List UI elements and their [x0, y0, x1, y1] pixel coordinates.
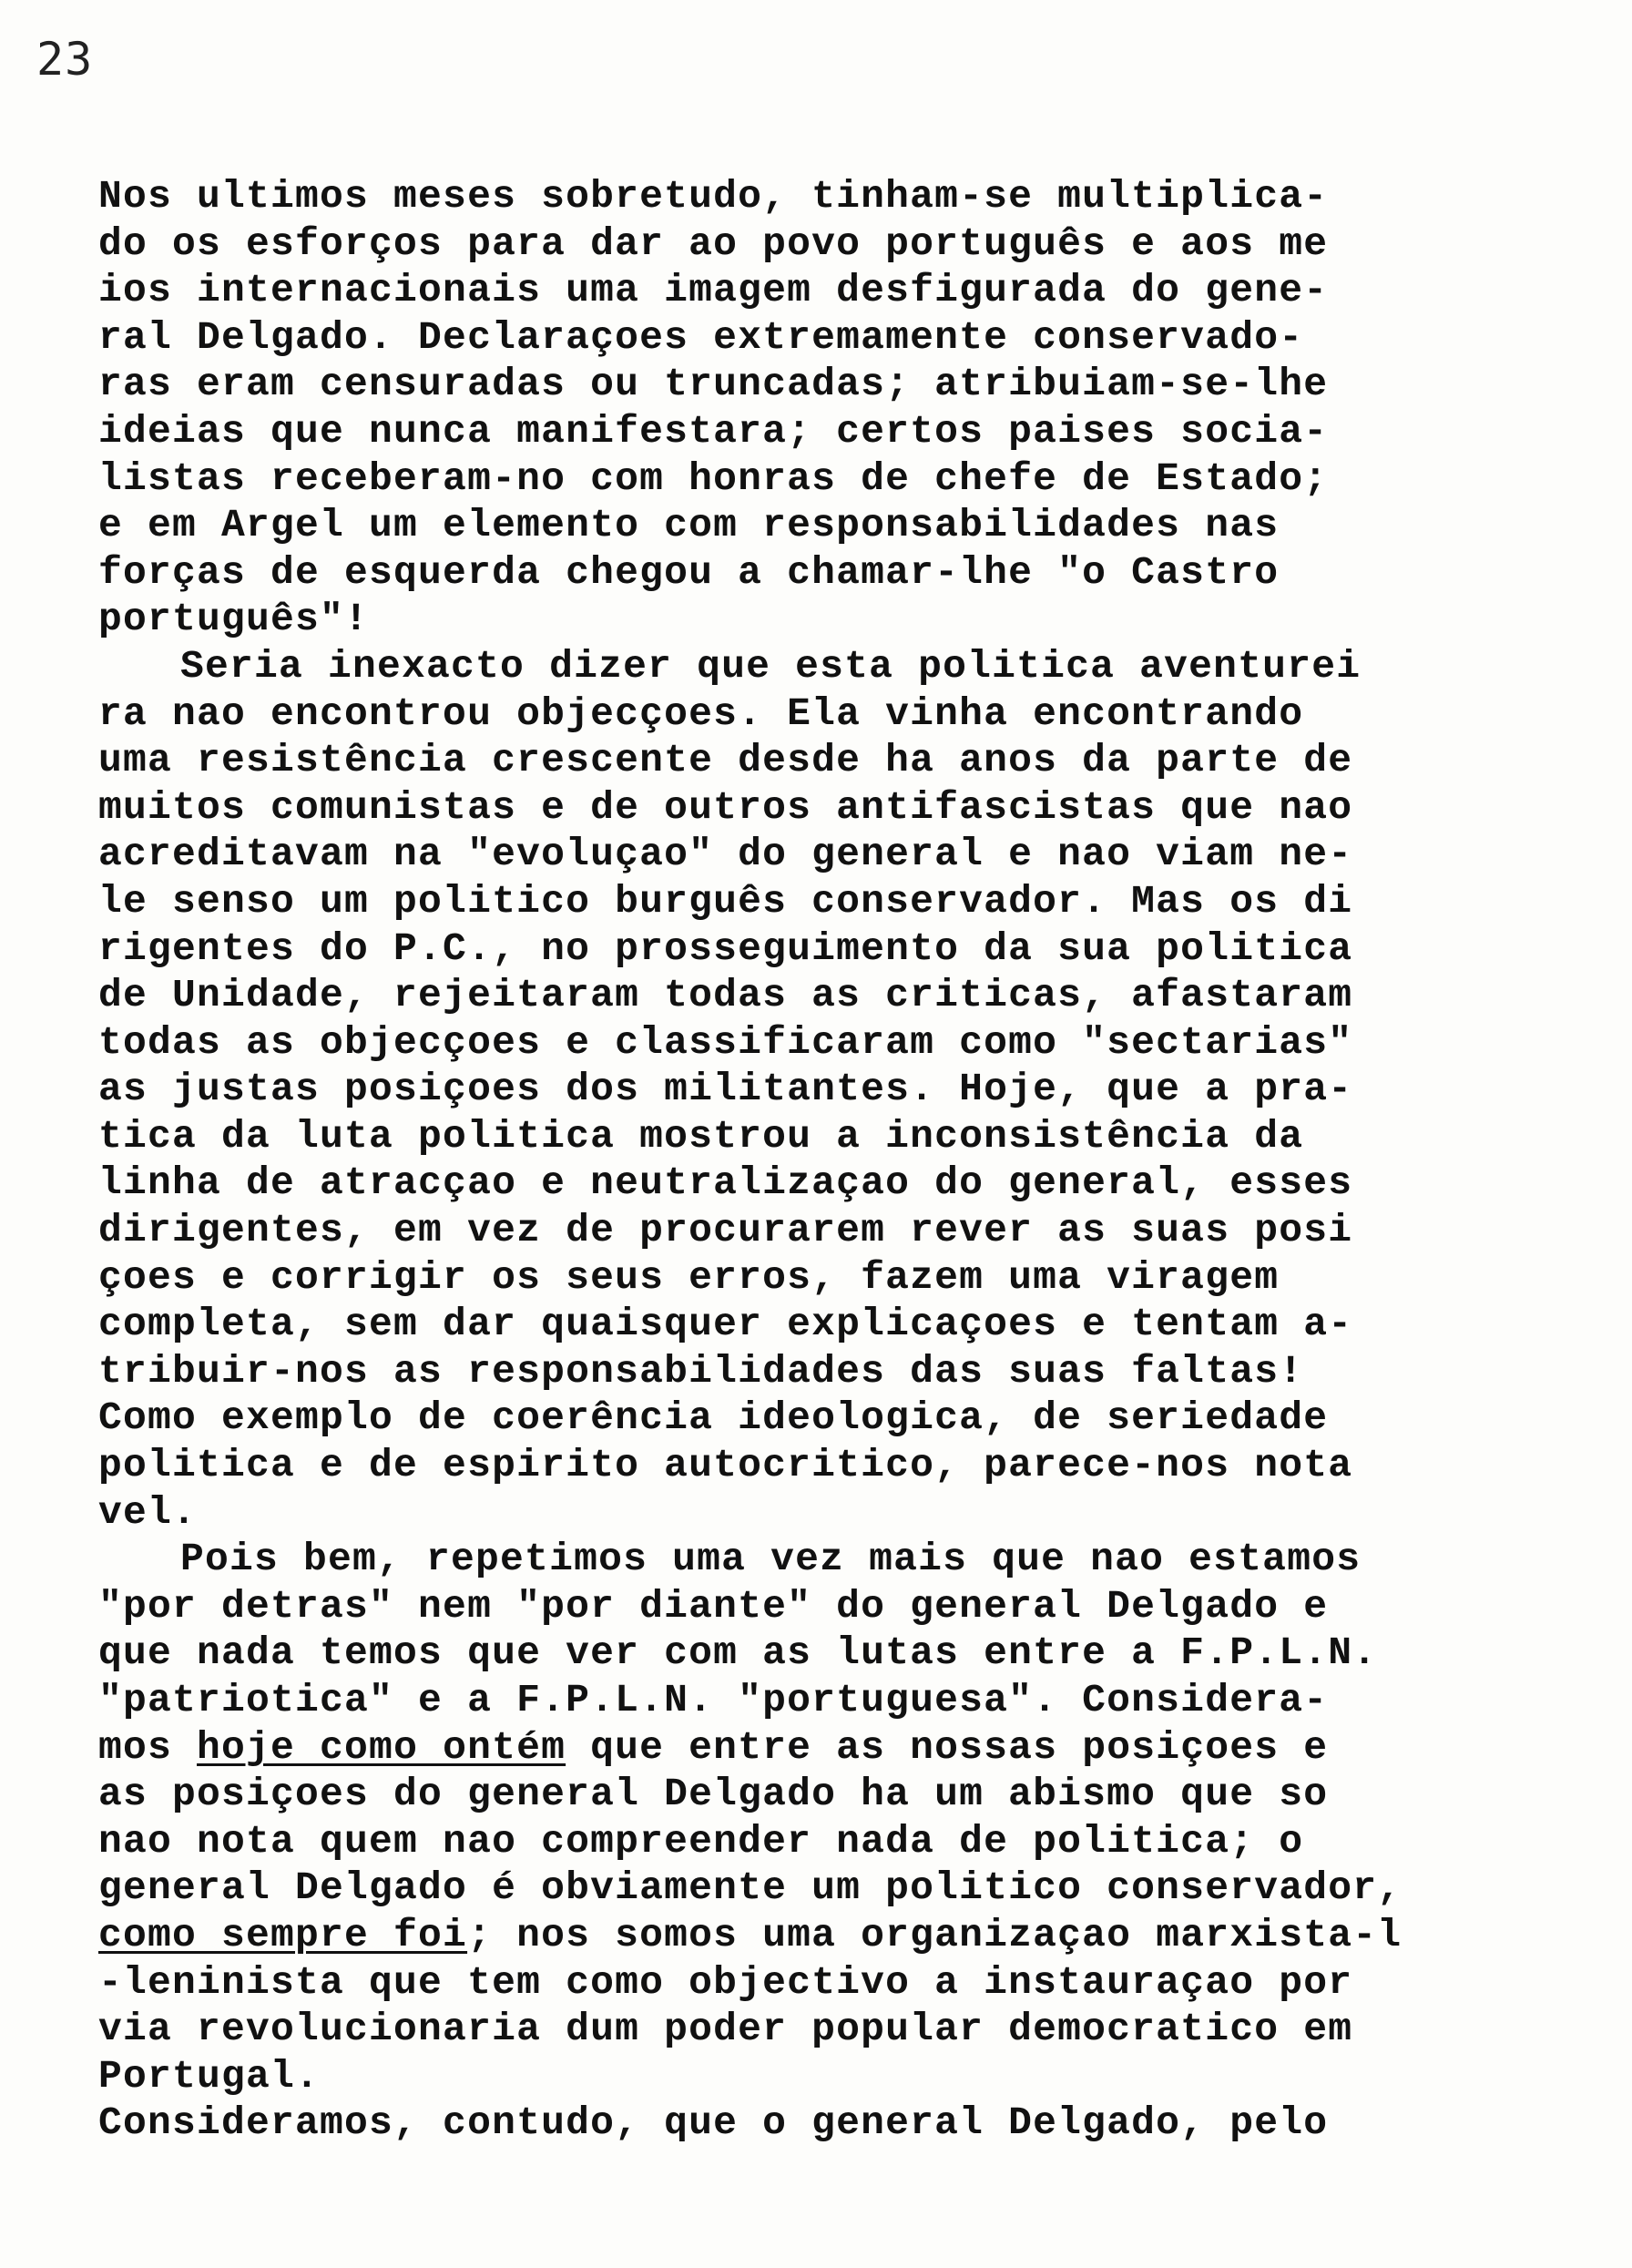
text-line: ras eram censuradas ou truncadas; atribuiam-se-lhe: [98, 362, 1329, 407]
text-line: muitos comunistas e de outros antifascistas que nao: [98, 784, 1353, 830]
text-line: Seria inexacto dizer que esta politica aventurei: [180, 643, 1362, 689]
underlined-phrase: hoje como ontém: [197, 1724, 566, 1770]
text-line: forças de esquerda chegou a chamar-lhe "o Castro: [98, 549, 1280, 595]
text-line: rigentes do P.C., no prosseguimento da sua politica: [98, 925, 1353, 971]
text-line: e em Argel um elemento com responsabilidades nas: [98, 503, 1280, 548]
text-line: tribuir-nos as responsabilidades das suas faltas!: [98, 1348, 1304, 1394]
text-line: as justas posiçoes dos militantes. Hoje, que a pra-: [98, 1067, 1353, 1112]
text-line: vel.: [98, 1489, 198, 1535]
text-line: çoes e corrigir os seus erros, fazem uma viragem: [98, 1254, 1280, 1300]
text-line: tica da luta politica mostrou a inconsistência da: [98, 1113, 1304, 1159]
text-line: "patriotica" e a F.P.L.N. "portuguesa". Considera-: [98, 1678, 1329, 1722]
text-segment: ; nos somos uma organizaçao marxista-l: [467, 1912, 1402, 1957]
text-line: ra nao encontrou objecçoes. Ela vinha encontrando: [98, 690, 1304, 736]
text-line-with-underline: [98, 1912, 1628, 1959]
text-line: Consideramos, contudo, que o general Delgado, pelo: [98, 2100, 1329, 2146]
text-line: -leninista que tem como objectivo a instauraçao por: [98, 1959, 1353, 2005]
text-line: acreditavam na "evoluçao" do general e nao viam ne-: [98, 832, 1353, 877]
text-line: português"!: [98, 597, 370, 642]
text-line: do os esforços para dar ao povo português e aos me: [98, 220, 1329, 266]
text-line: listas receberam-no com honras de chefe de Estado;: [98, 455, 1329, 501]
body-text: [98, 173, 1628, 2147]
text-line: via revolucionaria dum poder popular democratico em: [98, 2007, 1353, 2052]
text-line: dirigentes, em vez de procurarem rever as suas posi: [98, 1208, 1353, 1253]
text-line: Nos ultimos meses sobretudo, tinham-se multiplica-: [98, 174, 1329, 219]
text-segment: mos: [98, 1724, 198, 1770]
text-line: que nada temos que ver com as lutas entre a F.P.L.N.: [98, 1630, 1378, 1676]
text-line: completa, sem dar quaisquer explicaçoes e tentam a-: [98, 1302, 1353, 1347]
text-line: ideias que nunca manifestara; certos paises socia-: [98, 408, 1329, 454]
text-line: politica e de espirito autocritico, parece-nos nota: [98, 1443, 1353, 1488]
page-number: 23: [36, 33, 94, 86]
text-line: "por detras" nem "por diante" do general Delgado e: [98, 1583, 1329, 1629]
text-line: ral Delgado. Declaraçoes extremamente conservado-: [98, 314, 1304, 360]
text-line: Como exemplo de coerência ideologica, de seriedade: [98, 1395, 1329, 1441]
text-line: uma resistência crescente desde ha anos da parte de: [98, 738, 1353, 783]
text-line: Pois bem, repetimos uma vez mais que nao estamos: [180, 1537, 1362, 1582]
text-line: le senso um politico burguês conservador. Mas os di: [98, 878, 1353, 924]
underlined-phrase: como sempre foi: [98, 1912, 468, 1957]
text-line: as posiçoes do general Delgado ha um abismo que so: [98, 1772, 1329, 1817]
text-line: de Unidade, rejeitaram todas as criticas, afastaram: [98, 973, 1353, 1018]
text-line: Portugal.: [98, 2053, 321, 2099]
text-segment: que entre as nossas posiçoes e: [566, 1724, 1329, 1770]
text-line-with-underline: [98, 1724, 1628, 1772]
text-line: nao nota quem nao compreender nada de politica; o: [98, 1818, 1304, 1864]
text-line: ios internacionais uma imagem desfigurada do gene-: [98, 268, 1329, 313]
text-line: linha de atracçao e neutralizaçao do general, esses: [98, 1160, 1353, 1206]
text-line: general Delgado é obviamente um politico conservador,: [98, 1865, 1402, 1911]
text-line: todas as objecçoes e classificaram como "sectarias": [98, 1019, 1353, 1065]
